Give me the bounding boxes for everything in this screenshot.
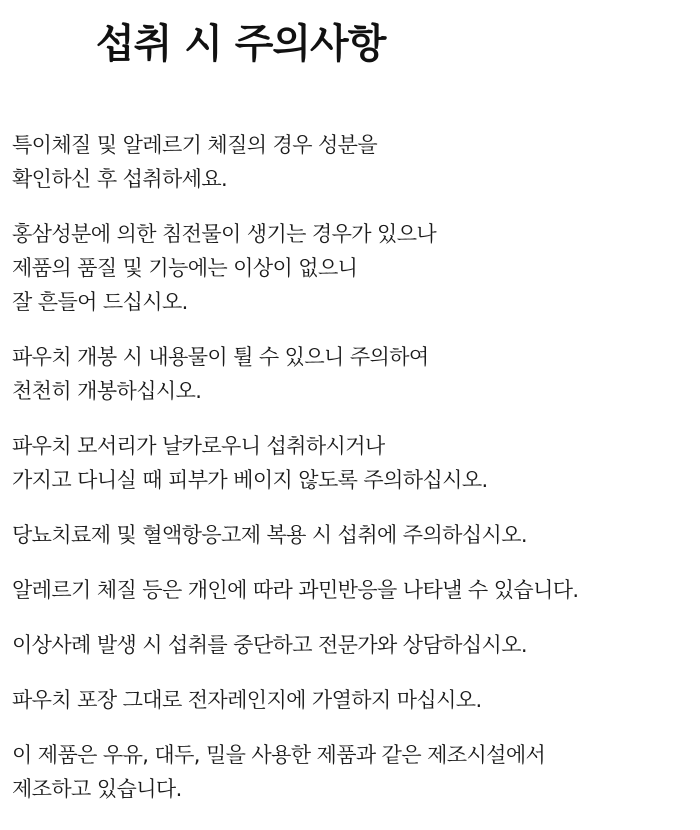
precaution-line: 파우치 개봉 시 내용물이 튈 수 있으니 주의하여 [12, 345, 429, 369]
precaution-item [12, 429, 692, 497]
precaution-line: 당뇨치료제 및 혈액항응고제 복용 시 섭취에 주의하십시오. [12, 523, 527, 547]
precaution-line: 천천히 개봉하십시오. [12, 379, 202, 403]
precautions-list [12, 128, 692, 827]
precaution-item [12, 738, 692, 806]
precaution-line: 이상사례 발생 시 섭취를 중단하고 전문가와 상담하십시오. [12, 633, 527, 657]
precaution-line: 파우치 모서리가 날카로우니 섭취하시거나 [12, 434, 385, 458]
precaution-item [12, 340, 692, 408]
precaution-item [12, 518, 692, 552]
precaution-line: 제조하고 있습니다. [12, 777, 182, 801]
precaution-line: 홍삼성분에 의한 침전물이 생기는 경우가 있으나 [12, 222, 437, 246]
precaution-line: 이 제품은 우유, 대두, 밀을 사용한 제품과 같은 제조시설에서 [12, 743, 546, 767]
precaution-line: 알레르기 체질 등은 개인에 따라 과민반응을 나타낼 수 있습니다. [12, 578, 579, 602]
precaution-line: 확인하신 후 섭취하세요. [12, 167, 228, 191]
precaution-item [12, 217, 692, 319]
precaution-line: 제품의 품질 및 기능에는 이상이 없으니 [12, 256, 358, 280]
page-title: 섭취 시 주의사항 [96, 21, 386, 67]
precaution-line: 특이체질 및 알레르기 체질의 경우 성분을 [12, 133, 378, 157]
precaution-item [12, 573, 692, 607]
precaution-item [12, 128, 692, 196]
precaution-item [12, 683, 692, 717]
precaution-line: 잘 흔들어 드십시오. [12, 290, 188, 314]
precaution-line: 파우치 포장 그대로 전자레인지에 가열하지 마십시오. [12, 688, 482, 712]
precaution-line: 가지고 다니실 때 피부가 베이지 않도록 주의하십시오. [12, 468, 488, 492]
precaution-item [12, 628, 692, 662]
